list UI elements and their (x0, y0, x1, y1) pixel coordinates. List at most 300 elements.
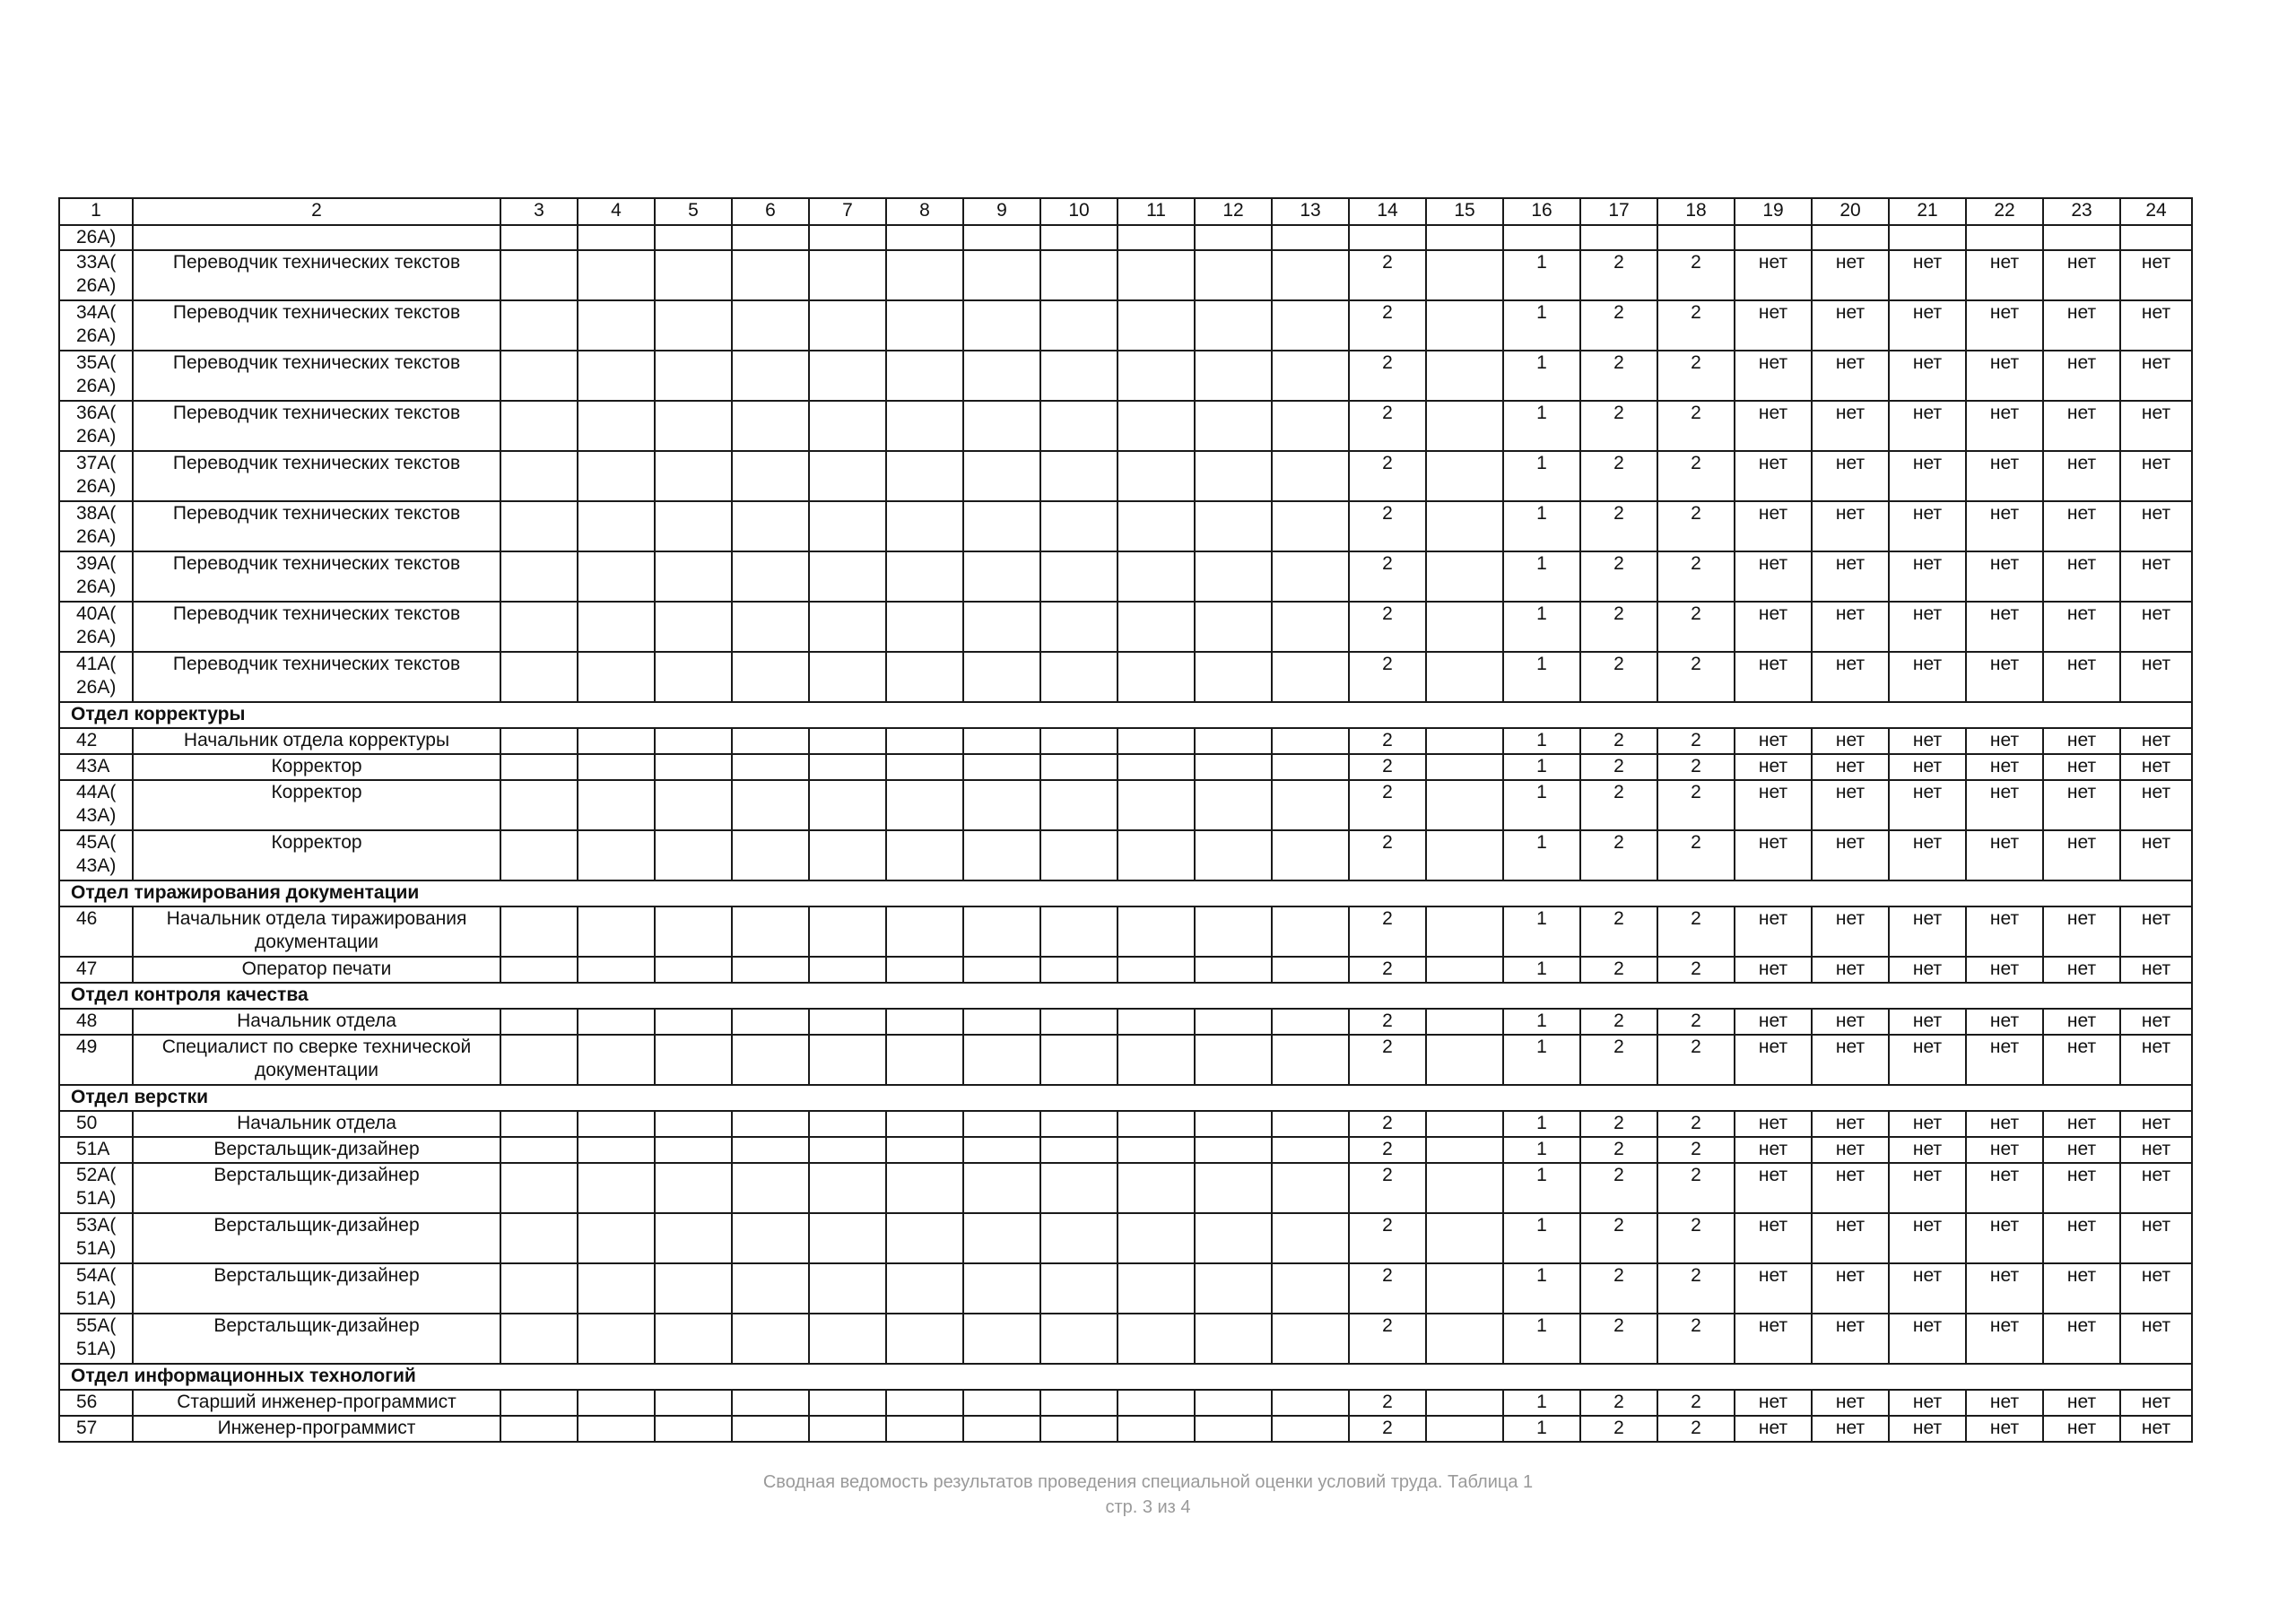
cell-col-16: 1 (1503, 1314, 1580, 1364)
cell-col-5 (655, 1263, 732, 1314)
cell-col-16: 1 (1503, 1416, 1580, 1442)
cell-col-4 (578, 1263, 655, 1314)
cell-col-18: 2 (1657, 250, 1735, 300)
cell-col-23: нет (2043, 250, 2120, 300)
cell-col-6 (732, 1009, 809, 1035)
table-row (59, 250, 2192, 300)
cell-col-15 (1426, 1263, 1503, 1314)
cell-col-24: нет (2120, 300, 2192, 351)
cell-col-19: нет (1735, 1416, 1812, 1442)
cell-col-13 (1272, 1163, 1349, 1213)
cell-col-19: нет (1735, 830, 1812, 880)
cell-col-6 (732, 1390, 809, 1416)
cell-col-23: нет (2043, 1263, 2120, 1314)
col-header: 13 (1272, 198, 1349, 225)
cell-col-17: 2 (1580, 957, 1657, 983)
cell-col-11 (1118, 1035, 1195, 1085)
row-number: 54А( 51А) (59, 1263, 133, 1314)
cell-col-4 (578, 551, 655, 602)
cell-col-21: нет (1889, 250, 1966, 300)
cell-col-17: 2 (1580, 754, 1657, 780)
cell-col-4 (578, 1416, 655, 1442)
section-title: Отдел контроля качества (59, 983, 2192, 1009)
cell-col-24: нет (2120, 1213, 2192, 1263)
position-name: Верстальщик-дизайнер (133, 1137, 500, 1163)
cell-col-24: нет (2120, 551, 2192, 602)
cell-col-11 (1118, 1390, 1195, 1416)
cell-col-20: нет (1812, 451, 1889, 501)
cell-col-24: нет (2120, 1035, 2192, 1085)
cell-col-20: нет (1812, 1263, 1889, 1314)
cell-col-5 (655, 1390, 732, 1416)
cell-col-21: нет (1889, 602, 1966, 652)
cell-col-16: 1 (1503, 754, 1580, 780)
cell-col-9 (963, 1137, 1040, 1163)
footer-caption: Сводная ведомость результатов проведения специальной оценки условий труда. Таблица 1 (762, 1472, 1534, 1492)
cell-col-5 (655, 652, 732, 702)
cell-col-19: нет (1735, 351, 1812, 401)
col-header: 6 (732, 198, 809, 225)
cell-col-16: 1 (1503, 1009, 1580, 1035)
cell-col-3 (500, 451, 578, 501)
cell-col-7 (809, 1163, 886, 1213)
cell-col-4 (578, 728, 655, 754)
cell-col-15 (1426, 1163, 1503, 1213)
cell-col-23: нет (2043, 1009, 2120, 1035)
table-row (59, 1009, 2192, 1035)
cell-col-19: нет (1735, 501, 1812, 551)
cell-col-23: нет (2043, 1111, 2120, 1137)
cell-col-6 (732, 551, 809, 602)
cell-col-20: нет (1812, 501, 1889, 551)
position-name: Корректор (133, 830, 500, 880)
cell-col-22: нет (1966, 551, 2043, 602)
cell-col-23: нет (2043, 451, 2120, 501)
cell-col-8 (886, 551, 963, 602)
cell-col-5 (655, 1314, 732, 1364)
cell-col-16: 1 (1503, 250, 1580, 300)
cell-col-23: нет (2043, 957, 2120, 983)
cell-col-11 (1118, 501, 1195, 551)
col-header: 4 (578, 198, 655, 225)
cell-col-7 (809, 1111, 886, 1137)
cell-col-21: нет (1889, 300, 1966, 351)
cell-col-16: 1 (1503, 1263, 1580, 1314)
cell-col-11 (1118, 652, 1195, 702)
cell-col-18: 2 (1657, 1390, 1735, 1416)
cell-col-20: нет (1812, 780, 1889, 830)
cell-col-7 (809, 451, 886, 501)
cell-col-7 (809, 780, 886, 830)
cell-col-16: 1 (1503, 1163, 1580, 1213)
cell-col-22: нет (1966, 250, 2043, 300)
cell-col-3 (500, 250, 578, 300)
cell-col-16: 1 (1503, 451, 1580, 501)
row-number: 35А( 26А) (59, 351, 133, 401)
cell-col-8 (886, 451, 963, 501)
cell-col-6 (732, 351, 809, 401)
cell-col-8 (886, 1390, 963, 1416)
cell-col-16: 1 (1503, 652, 1580, 702)
cell-col-15 (1426, 551, 1503, 602)
cell-col-13 (1272, 300, 1349, 351)
cell-col-15 (1426, 1314, 1503, 1364)
cell-col-6 (732, 652, 809, 702)
position-name: Начальник отдела корректуры (133, 728, 500, 754)
cell-col-14: 2 (1349, 728, 1426, 754)
cell-col-6 (732, 1314, 809, 1364)
cell-col-9 (963, 351, 1040, 401)
cell-col-18: 2 (1657, 1263, 1735, 1314)
cell-col-17: 2 (1580, 401, 1657, 451)
cell-col-3 (500, 906, 578, 957)
cell-col-4 (578, 501, 655, 551)
cell-col-19: нет (1735, 754, 1812, 780)
row-number: 34А( 26А) (59, 300, 133, 351)
row-number: 43А (59, 754, 133, 780)
cell-col-5 (655, 754, 732, 780)
cell-col-16: 1 (1503, 1137, 1580, 1163)
cell-col-20: нет (1812, 602, 1889, 652)
cell-col-20: нет (1812, 1111, 1889, 1137)
cell-col-17: 2 (1580, 551, 1657, 602)
cell-col-20: нет (1812, 906, 1889, 957)
cell-col-14: 2 (1349, 451, 1426, 501)
cell-col-24: нет (2120, 401, 2192, 451)
cell-col-7 (809, 652, 886, 702)
cell-col-6 (732, 1163, 809, 1213)
cell-col-17: 2 (1580, 728, 1657, 754)
row-number: 37А( 26А) (59, 451, 133, 501)
cell-col-22: нет (1966, 1213, 2043, 1263)
cell-col-17: 2 (1580, 351, 1657, 401)
cell-col-7 (809, 1009, 886, 1035)
cell-col-22: нет (1966, 652, 2043, 702)
cell-col-16: 1 (1503, 906, 1580, 957)
cell-col-20: нет (1812, 401, 1889, 451)
cell-col-21: нет (1889, 754, 1966, 780)
cell-col-19: нет (1735, 1263, 1812, 1314)
cell-col-22: нет (1966, 1163, 2043, 1213)
cell-col-7 (809, 300, 886, 351)
cell-col-3 (500, 1035, 578, 1085)
cell-col-13 (1272, 1390, 1349, 1416)
cell-col-21: нет (1889, 451, 1966, 501)
cell-col-21: нет (1889, 1213, 1966, 1263)
cell-col-24: нет (2120, 957, 2192, 983)
cell-col-15 (1426, 906, 1503, 957)
cell-col-10 (1040, 401, 1118, 451)
cell-col-22: нет (1966, 1416, 2043, 1442)
cell-col-24: нет (2120, 501, 2192, 551)
row-number: 39А( 26А) (59, 551, 133, 602)
cell-col-9 (963, 250, 1040, 300)
cell-col-22: нет (1966, 1390, 2043, 1416)
cell-col-20: нет (1812, 300, 1889, 351)
cell-col-21: нет (1889, 957, 1966, 983)
cell-col-18: 2 (1657, 501, 1735, 551)
cell-col-17: 2 (1580, 300, 1657, 351)
col-header: 14 (1349, 198, 1426, 225)
cell-col-15 (1426, 1009, 1503, 1035)
cell-col-11 (1118, 602, 1195, 652)
cell-col-12 (1195, 1263, 1272, 1314)
cell-col-19: нет (1735, 1009, 1812, 1035)
row-number: 57 (59, 1416, 133, 1442)
cell-col-16: 1 (1503, 501, 1580, 551)
cell-col-21: нет (1889, 1035, 1966, 1085)
cell-col-6 (732, 451, 809, 501)
cell-col-14: 2 (1349, 602, 1426, 652)
cell-col-18: 2 (1657, 451, 1735, 501)
table-row (59, 906, 2192, 957)
cell-col-21: нет (1889, 1263, 1966, 1314)
cell-col-13 (1272, 451, 1349, 501)
col-header: 3 (500, 198, 578, 225)
cell-col-4 (578, 1035, 655, 1085)
cell-col-21: нет (1889, 1163, 1966, 1213)
cell-col-16: 1 (1503, 1111, 1580, 1137)
col-header: 9 (963, 198, 1040, 225)
cell-col-18: 2 (1657, 1163, 1735, 1213)
cell-col-22: нет (1966, 1035, 2043, 1085)
cell-col-18: 2 (1657, 351, 1735, 401)
cell-col-11 (1118, 1314, 1195, 1364)
table-row (59, 1137, 2192, 1163)
cell-col-6 (732, 1111, 809, 1137)
cell-col-24: нет (2120, 1163, 2192, 1213)
cell-col-23: нет (2043, 351, 2120, 401)
cell-col-8 (886, 1035, 963, 1085)
table-row (59, 602, 2192, 652)
cell-col-16: 1 (1503, 780, 1580, 830)
cell-col-17: 2 (1580, 451, 1657, 501)
cell-col-4 (578, 1111, 655, 1137)
cell-col-8 (886, 957, 963, 983)
table-row (59, 300, 2192, 351)
cell-col-12 (1195, 1213, 1272, 1263)
cell-col-6 (732, 780, 809, 830)
cell-col-22: нет (1966, 906, 2043, 957)
cell-col-22: нет (1966, 1314, 2043, 1364)
cell-col-7 (809, 906, 886, 957)
cell-col-7 (809, 501, 886, 551)
cell-col-10 (1040, 1416, 1118, 1442)
cell-col-12 (1195, 1137, 1272, 1163)
cell-col-14: 2 (1349, 401, 1426, 451)
cell-col-11 (1118, 957, 1195, 983)
cell-col-19: нет (1735, 1213, 1812, 1263)
cell-col-11 (1118, 1111, 1195, 1137)
cell-col-18: 2 (1657, 652, 1735, 702)
cell-col-7 (809, 1390, 886, 1416)
cell-col-3 (500, 830, 578, 880)
table-body (59, 198, 2192, 1442)
cell-col-5 (655, 906, 732, 957)
cell-col-12 (1195, 1163, 1272, 1213)
cell-col-15 (1426, 602, 1503, 652)
cell-col-16: 1 (1503, 401, 1580, 451)
cell-col-5 (655, 300, 732, 351)
cell-col-13 (1272, 501, 1349, 551)
cell-col-13 (1272, 1416, 1349, 1442)
cell-col-22: нет (1966, 830, 2043, 880)
cell-col-21: нет (1889, 906, 1966, 957)
cell-col-19: нет (1735, 1163, 1812, 1213)
cell-col-18: 2 (1657, 1009, 1735, 1035)
column-number-row (59, 198, 2192, 225)
cell-col-20: нет (1812, 1314, 1889, 1364)
position-name: Переводчик технических текстов (133, 300, 500, 351)
cell-col-12 (1195, 300, 1272, 351)
cell-col-21: нет (1889, 401, 1966, 451)
table-row (59, 1111, 2192, 1137)
cell-col-6 (732, 1213, 809, 1263)
cell-col-3 (500, 754, 578, 780)
cell-col-15 (1426, 451, 1503, 501)
cell-col-7 (809, 830, 886, 880)
cell-col-9 (963, 1390, 1040, 1416)
col-header: 16 (1503, 198, 1580, 225)
cell-col-3 (500, 652, 578, 702)
cell-col-13 (1272, 957, 1349, 983)
cell-col-8 (886, 754, 963, 780)
position-name: Начальник отдела (133, 1009, 500, 1035)
cell-col-6 (732, 957, 809, 983)
cell-col-12 (1195, 906, 1272, 957)
cell-col-14: 2 (1349, 300, 1426, 351)
cell-col-23: нет (2043, 501, 2120, 551)
cell-col-9 (963, 1163, 1040, 1213)
cell-col-6 (732, 830, 809, 880)
position-name: Инженер-программист (133, 1416, 500, 1442)
cell-col-16: 1 (1503, 957, 1580, 983)
cell-col-3 (500, 602, 578, 652)
cell-col-24: нет (2120, 1263, 2192, 1314)
cell-col-20: нет (1812, 1009, 1889, 1035)
cell-col-19: нет (1735, 728, 1812, 754)
cell-col-8 (886, 351, 963, 401)
cell-col-7 (809, 728, 886, 754)
row-number: 26А) (59, 225, 133, 250)
section-title: Отдел тиражирования документации (59, 880, 2192, 906)
cell-col-23: нет (2043, 300, 2120, 351)
cell-col-12 (1195, 728, 1272, 754)
position-name: Переводчик технических текстов (133, 602, 500, 652)
cell-col-5 (655, 728, 732, 754)
cell-col-16: 1 (1503, 602, 1580, 652)
cell-col-21: нет (1889, 501, 1966, 551)
cell-col-14: 2 (1349, 1314, 1426, 1364)
cell-col-4 (578, 780, 655, 830)
position-name: Переводчик технических текстов (133, 351, 500, 401)
cell-col-17: 2 (1580, 780, 1657, 830)
cell-col-15 (1426, 728, 1503, 754)
cell-col-15 (1426, 250, 1503, 300)
cell-col-15 (1426, 1111, 1503, 1137)
cell-col-10 (1040, 1009, 1118, 1035)
cell-col-3 (500, 1314, 578, 1364)
cell-col-10 (1040, 652, 1118, 702)
cell-col-23: нет (2043, 1137, 2120, 1163)
cell-col-4 (578, 1137, 655, 1163)
cell-col-11 (1118, 401, 1195, 451)
table-row (59, 957, 2192, 983)
cell-col-12 (1195, 652, 1272, 702)
cell-col-16: 1 (1503, 1213, 1580, 1263)
cell-col-7 (809, 1213, 886, 1263)
row-number: 36А( 26А) (59, 401, 133, 451)
cell-col-18: 2 (1657, 1213, 1735, 1263)
cell-col-4 (578, 1390, 655, 1416)
position-name: Начальник отдела (133, 1111, 500, 1137)
row-number: 44А( 43А) (59, 780, 133, 830)
cell-col-15 (1426, 830, 1503, 880)
cell-col-3 (500, 1390, 578, 1416)
cell-col-21: нет (1889, 1111, 1966, 1137)
cell-col-12 (1195, 451, 1272, 501)
cell-col-17: 2 (1580, 1163, 1657, 1213)
cell-col-11 (1118, 1137, 1195, 1163)
cell-col-12 (1195, 351, 1272, 401)
cell-col-21: нет (1889, 1314, 1966, 1364)
cell-col-20: нет (1812, 652, 1889, 702)
cell-col-3 (500, 728, 578, 754)
cell-col-15 (1426, 501, 1503, 551)
position-name: Оператор печати (133, 957, 500, 983)
cell-col-18: 2 (1657, 957, 1735, 983)
cell-col-8 (886, 1163, 963, 1213)
cell-col-9 (963, 1416, 1040, 1442)
cell-col-10 (1040, 1314, 1118, 1364)
footer-page-number: стр. 3 из 4 (1105, 1497, 1191, 1517)
cell-col-11 (1118, 451, 1195, 501)
cell-col-8 (886, 728, 963, 754)
cell-col-23: нет (2043, 906, 2120, 957)
cell-col-17: 2 (1580, 501, 1657, 551)
cell-col-14: 2 (1349, 780, 1426, 830)
cell-col-23: нет (2043, 780, 2120, 830)
cell-col-12 (1195, 780, 1272, 830)
table-row (59, 501, 2192, 551)
cell-col-17: 2 (1580, 1390, 1657, 1416)
cell-col-15 (1426, 1213, 1503, 1263)
cell-col-11 (1118, 906, 1195, 957)
cell-col-10 (1040, 957, 1118, 983)
cell-col-11 (1118, 1263, 1195, 1314)
cell-col-11 (1118, 1009, 1195, 1035)
cell-col-19: нет (1735, 300, 1812, 351)
cell-col-24: нет (2120, 1009, 2192, 1035)
table-row (59, 351, 2192, 401)
cell-col-11 (1118, 351, 1195, 401)
cell-col-22: нет (1966, 1009, 2043, 1035)
cell-col-24: нет (2120, 1314, 2192, 1364)
cell-col-3 (500, 551, 578, 602)
cell-col-7 (809, 551, 886, 602)
cell-col-24: нет (2120, 728, 2192, 754)
cell-col-20: нет (1812, 754, 1889, 780)
cell-col-21: нет (1889, 1009, 1966, 1035)
cell-col-5 (655, 551, 732, 602)
cell-col-23: нет (2043, 551, 2120, 602)
row-number: 47 (59, 957, 133, 983)
table-row (59, 728, 2192, 754)
row-number: 52А( 51А) (59, 1163, 133, 1213)
cell-col-13 (1272, 1213, 1349, 1263)
cell-col-13 (1272, 754, 1349, 780)
cell-col-4 (578, 1009, 655, 1035)
